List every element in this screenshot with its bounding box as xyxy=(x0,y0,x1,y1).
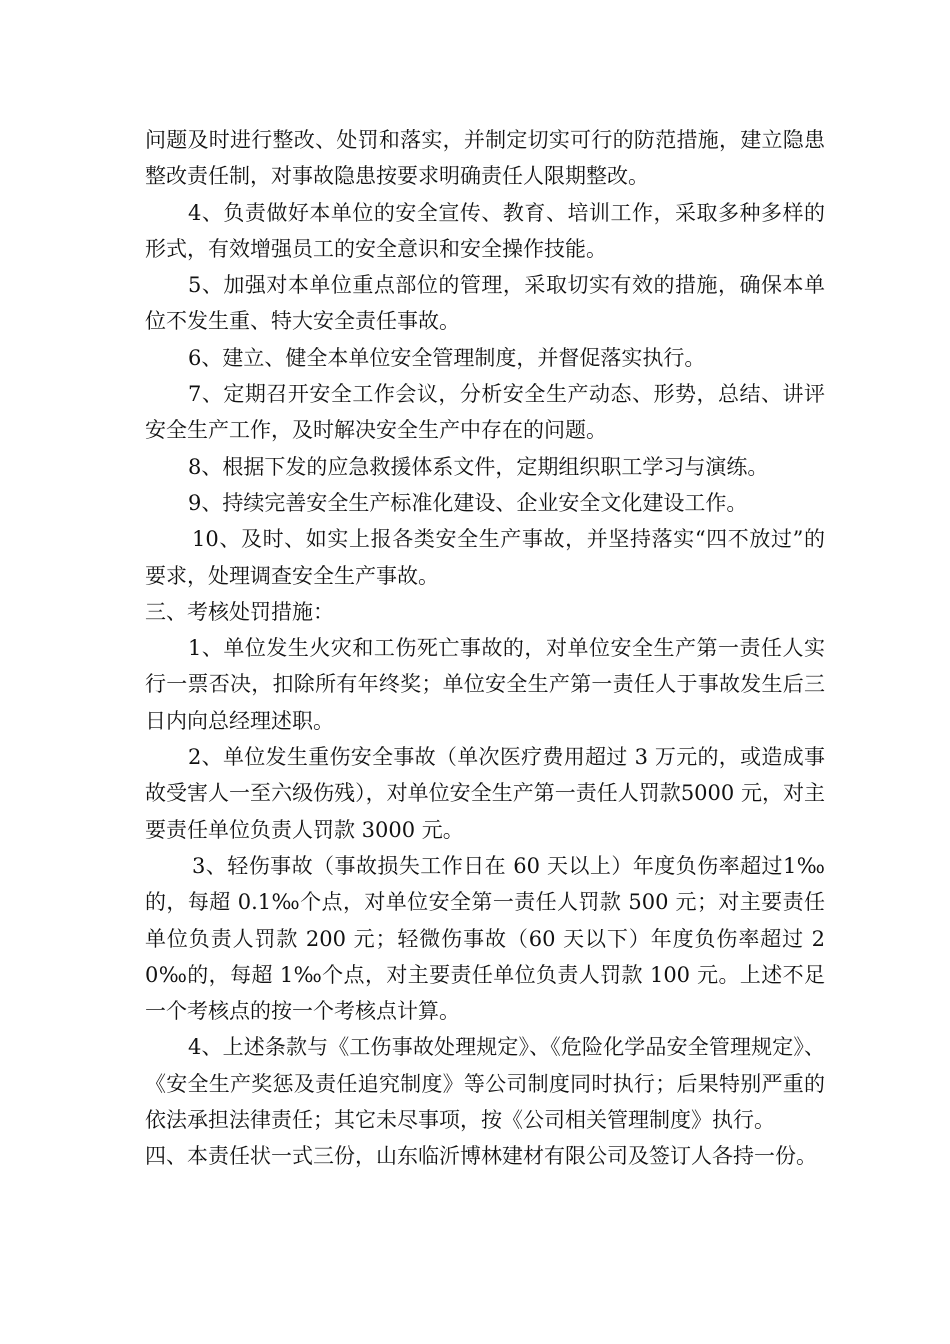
paragraph-item-5-key-areas: 5、加强对本单位重点部位的管理，采取切实有效的措施，确保本单位不发生重、特大安全责任事故。 xyxy=(145,273,825,334)
paragraph-item-8-emergency-drills: 8、根据下发的应急救援体系文件，定期组织职工学习与演练。 xyxy=(188,454,769,479)
section-heading-copies: 四、本责任状一式三份，山东临沂博林建材有限公司及签订人各持一份。 xyxy=(145,1144,817,1169)
paragraph-penalty-2-serious-injury: 2、单位发生重伤安全事故（单次医疗费用超过 3 万元的，或造成事故受害人一至六级伤残），对单位安全生产第一责任人罚款5000 元，对主要责任单位负责人罚款 3000 元。 xyxy=(145,745,825,842)
section-heading-penalties: 三、考核处罚措施： xyxy=(145,599,334,624)
paragraph-penalty-1-fire-death: 1、单位发生火灾和工伤死亡事故的，对单位安全生产第一责任人实行一票否决，扣除所有年终奖；单位安全生产第一责任人于事故发生后三日内向总经理述职。 xyxy=(145,636,825,733)
paragraph-item-6-management-system: 6、建立、健全本单位安全管理制度，并督促落实执行。 xyxy=(188,345,706,370)
paragraph-rectification-continued: 问题及时进行整改、处罚和落实，并制定切实可行的防范措施，建立隐患整改责任制，对事故隐患按要求明确责任人限期整改。 xyxy=(145,128,825,189)
paragraph-item-7-safety-meetings: 7、定期召开安全工作会议，分析安全生产动态、形势，总结、讲评安全生产工作，及时解决安全生产中存在的问题。 xyxy=(145,382,825,443)
paragraph-penalty-4-regulations: 4、上述条款与《工伤事故处理规定》、《危险化学品安全管理规定》、《安全生产奖惩及责任追究制度》等公司制度同时执行；后果特别严重的依法承担法律责任；其它未尽事项，按《公司相关管理制度》执行。 xyxy=(145,1035,825,1133)
paragraph-item-10-accident-reporting: 10、及时、如实上报各类安全生产事故，并坚持落实“四不放过”的要求，处理调查安全生产事故。 xyxy=(145,527,825,588)
paragraph-item-4-safety-education: 4、负责做好本单位的安全宣传、教育、培训工作，采取多种多样的形式，有效增强员工的安全意识和安全操作技能。 xyxy=(145,200,825,261)
document-body xyxy=(145,122,825,1175)
paragraph-item-9-standardization: 9、持续完善安全生产标准化建设、企业安全文化建设工作。 xyxy=(188,490,748,515)
paragraph-penalty-3-minor-injury: 3、轻伤事故（事故损失工作日在 60 天以上）年度负伤率超过1‰的，每超 0.1‰个点，对单位安全第一责任人罚款 500 元；对主要责任单位负责人罚款 200 元；轻微伤事故（60 天以下）年度负伤率超过 20‰的，每超 1‰个点，对主要责任单位负责人罚款 100 元。上述不足一个考核点的按一个考核点计算。 xyxy=(145,853,825,1024)
